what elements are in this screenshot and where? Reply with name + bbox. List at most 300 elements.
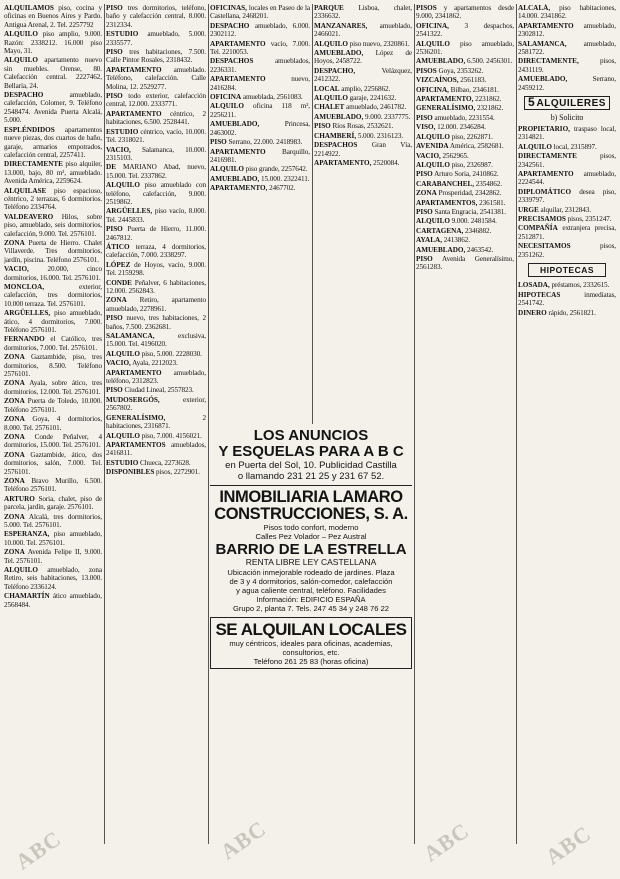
classified-listing xyxy=(314,141,412,158)
listing-keyword: ALQUILO xyxy=(4,566,38,574)
listing-text: Bravo Murillo, 6.500. Teléfono 2576101. xyxy=(4,476,102,494)
listing-text: piso alquiler, 13.000, bajo, 80 m², amueblado. Avenida América, 2259624. xyxy=(4,160,102,186)
classified-listing xyxy=(210,175,310,183)
classified-listing xyxy=(416,57,514,65)
listing-keyword: AMUEBLADO, xyxy=(416,245,466,254)
listing-text: 2354862. xyxy=(474,179,502,188)
classified-listing xyxy=(416,133,514,141)
ad-text: muy céntricos, ideales para oficinas, academias, xyxy=(229,638,393,648)
classified-listing xyxy=(416,246,514,254)
listing-text: exterior, 2567802. xyxy=(106,395,206,413)
column-separator xyxy=(414,4,415,844)
listing-text: Ciudad Lineal, 2557823. xyxy=(122,386,194,395)
listing-keyword: ZONA xyxy=(4,415,25,424)
classified-listing xyxy=(4,4,102,29)
listing-keyword: ALQUILO xyxy=(106,349,140,358)
listing-keyword: ZONA xyxy=(4,353,25,362)
listing-text: 2321862. xyxy=(475,104,504,113)
listing-keyword: ZONA xyxy=(4,548,25,557)
listing-text: Retiro, apartamento amueblado, 2278961. xyxy=(106,296,206,313)
listing-keyword: ALQUILO xyxy=(518,142,552,151)
listing-text: Ríos Rosas, 2532621. xyxy=(330,122,394,131)
listing-text: Soria, chalet, piso de parcela, jardín, garaje. 2576101. xyxy=(4,494,102,512)
listing-keyword: AMUEBLADO, xyxy=(210,174,260,183)
listing-text: amueblado, 6.000. 2302112. xyxy=(210,21,310,39)
classified-listing xyxy=(106,350,206,358)
listing-text: tres dormitorios, teléfono, baño y calefacción central, 8.000. 2312334. xyxy=(106,4,206,29)
listing-text: amueblado, 5.000. 2335577. xyxy=(106,30,206,47)
classified-listing xyxy=(106,459,206,467)
classified-listing xyxy=(4,548,102,565)
listing-keyword: ALQUILO xyxy=(314,39,348,48)
listing-keyword: SALAMANCA, xyxy=(106,332,155,341)
classified-listing xyxy=(314,159,412,167)
listing-text: Prosperidad, 2342862. xyxy=(436,189,502,198)
listing-text: piso amueblado, ático, 4 dormitorios, 7.000. Teléfono 2576101. xyxy=(4,309,102,335)
listing-text: piso, 5.000. 2228030. xyxy=(139,349,202,358)
listing-text: Alcalá, tres dormitorios, 5.000. Tel. 2576101. xyxy=(4,512,102,529)
classified-listing xyxy=(416,199,514,207)
listing-text: amueblados, 2236331. xyxy=(210,57,310,74)
classified-listing xyxy=(4,530,102,547)
listing-keyword: ZONA xyxy=(4,512,25,521)
listing-text: piso amueblado con teléfono, calefacción, 9.000. 2519862. xyxy=(106,181,206,206)
listing-text: Bilbao, 2346181. xyxy=(448,85,499,94)
ad-text: Ubicación inmejorable rodeado de jardines. Plaza xyxy=(227,567,395,577)
listing-keyword: ALQUILO xyxy=(106,431,140,440)
listing-keyword: VACIO, xyxy=(416,151,441,160)
listing-text: Gran Vía, 2214922. xyxy=(314,141,412,158)
classified-listing xyxy=(106,261,206,278)
listing-keyword: MONCLOA, xyxy=(4,283,45,291)
listing-text: amueblados, 2416811. xyxy=(106,440,206,458)
listing-keyword: ALQUILO xyxy=(4,56,38,65)
classified-listing xyxy=(106,92,206,109)
listing-text: 9.000. 2337775. xyxy=(363,112,411,121)
listing-text: piso vacío, 8.000. Tel. 2445833. xyxy=(106,207,206,224)
listing-text: local, 2315897. xyxy=(551,142,597,151)
classified-listing xyxy=(416,152,514,160)
classified-listing xyxy=(210,138,310,146)
classified-listing xyxy=(314,4,412,21)
classified-listing xyxy=(314,103,412,111)
classified-listing xyxy=(106,110,206,127)
classified-listing xyxy=(4,433,102,450)
classified-listing xyxy=(4,415,102,432)
classified-listing xyxy=(314,49,412,66)
classified-listing xyxy=(106,314,206,331)
listing-keyword: VACIO, xyxy=(4,265,29,274)
listing-text: Puerta de Hierro, 11.000. 2467812. xyxy=(106,225,206,242)
listing-text: Gaztambide, ático, dos dormitorios, salón, 7.000. Tel. 2576101. xyxy=(4,450,102,476)
listing-keyword: CARABANCHEL, xyxy=(416,179,475,188)
listing-text: 3 despachos, 2541322. xyxy=(416,21,514,39)
listing-keyword: PISOS xyxy=(416,4,437,12)
listing-keyword: PISO xyxy=(314,122,331,131)
listing-keyword: OFICINA, xyxy=(416,85,449,94)
listing-keyword: ARGÜELLES, xyxy=(4,309,51,318)
listing-keyword: CHAMBERÍ, xyxy=(314,131,357,140)
section-header-hipotecas: HIPOTECAS xyxy=(528,263,606,277)
classified-listing xyxy=(314,94,412,102)
listing-keyword: ZONA xyxy=(4,379,25,388)
ad-text: Pisos todo confort, moderno xyxy=(263,523,359,532)
classified-listing xyxy=(314,122,412,130)
ad-text: Calles Pez Volador – Pez Austral xyxy=(255,532,367,541)
listing-text: amueblado, 2224544. xyxy=(518,169,616,187)
classified-listing xyxy=(106,243,206,260)
listing-text: locales en Paseo de la Castellana, 2468201. xyxy=(210,4,310,21)
listing-text: MARIANO Abad, nuevo, 15.000. Tel. 2337862. xyxy=(106,163,206,180)
classified-listing xyxy=(314,40,412,48)
ad-phone: Teléfono 261 25 83 (horas oficina) xyxy=(253,656,369,666)
ad-text: en Puerta del Sol, 10. Publicidad Castilla xyxy=(225,460,397,471)
ad-text: Información: EDIFICIO ESPAÑA xyxy=(256,594,366,604)
listing-keyword: URGE xyxy=(518,205,539,214)
listing-text: Velázquez, 2412322. xyxy=(314,66,412,84)
listing-keyword: APARTAMENTO xyxy=(210,39,266,48)
classified-listing xyxy=(106,432,206,440)
classified-listing xyxy=(416,189,514,197)
listing-keyword: ALQUILO xyxy=(314,94,348,103)
listing-keyword: APARTAMENTO xyxy=(518,21,574,30)
classified-listing xyxy=(210,40,310,57)
listing-text: pisos, 2351247. xyxy=(565,214,612,223)
listing-keyword: COMPAÑÍA xyxy=(518,224,558,233)
listing-text: piso amueblado, 2536201. xyxy=(416,39,514,57)
listing-keyword: ALQUILO xyxy=(210,165,244,174)
listing-keyword: HIPOTECAS xyxy=(518,290,561,299)
listing-text: Conde Peñalver, 4 dormitorios, 15.000. Tel. 2576101. xyxy=(4,432,102,450)
listing-keyword: ALQUILO xyxy=(4,30,38,39)
classified-listing xyxy=(4,335,102,352)
classified-listing xyxy=(106,386,206,394)
classified-listing xyxy=(416,76,514,84)
classified-listing xyxy=(210,22,310,39)
listing-keyword: VALDEAVERO xyxy=(4,212,54,221)
classified-listing xyxy=(210,165,310,173)
ad-text: de 3 y 4 dormitorios, salón-comedor, calefacción xyxy=(229,576,393,586)
classified-listing xyxy=(4,353,102,378)
listing-text: 2413862. xyxy=(442,236,470,245)
classified-listing xyxy=(106,279,206,296)
watermark: ABC xyxy=(10,825,66,875)
column-separator xyxy=(516,4,517,844)
listing-text: garaje, 2241632. xyxy=(347,94,397,103)
listing-text: exclusiva, 15.000. Tel. 4196020. xyxy=(106,332,206,349)
classified-listing xyxy=(416,208,514,216)
column-separator xyxy=(312,4,313,424)
listing-keyword: PISO xyxy=(416,254,433,263)
listing-keyword: NECESITAMOS xyxy=(518,242,571,251)
listing-text: Goya, 4 dormitorios, 8.000. Tel. 2576101. xyxy=(4,415,102,432)
listing-keyword: APARTAMENTO xyxy=(106,368,162,377)
listing-text: pisos, 2342561. xyxy=(518,152,616,169)
classifieds-page xyxy=(4,4,616,875)
classified-listing xyxy=(106,128,206,145)
watermark: ABC xyxy=(540,820,596,870)
ad-abc-announcements xyxy=(210,428,412,482)
listing-keyword: DISPONIBLES xyxy=(106,468,155,477)
classified-listing xyxy=(106,414,206,431)
listing-keyword: DIRECTAMENTE, xyxy=(518,57,579,66)
ad-locales xyxy=(210,617,412,669)
listing-keyword: DIRECTAMENTE xyxy=(518,152,577,161)
listing-text: amueblado, zona Retiro, seis habitaciones, 13.000. Teléfono 2336124. xyxy=(4,566,102,591)
listing-text: pisos, 2431119. xyxy=(518,57,616,74)
classified-listing xyxy=(106,396,206,413)
listing-text: Puerta de Hierro. Chalet Villaverde. Tres dormitorios, jardín, piscina. Teléfono 2576101. xyxy=(4,238,102,264)
classified-listing xyxy=(106,146,206,163)
section-header-alquileres xyxy=(524,96,610,110)
listing-keyword: PROPIETARIO, xyxy=(518,124,570,133)
classified-listing xyxy=(210,148,310,165)
listing-keyword: VACIO, xyxy=(106,145,131,154)
classified-listing xyxy=(106,441,206,458)
classified-listing xyxy=(518,206,616,214)
listing-keyword: ALQUILO xyxy=(416,132,450,141)
ad-location: BARRIO DE LA ESTRELLA xyxy=(215,541,407,558)
listing-keyword: ESTUDIO xyxy=(106,127,139,136)
classified-listing xyxy=(416,114,514,122)
listing-text: de Hoyos, vacío, 9.000. Tel. 2159298. xyxy=(106,260,206,278)
classified-listing xyxy=(416,217,514,225)
listing-text: oficina 118 m², 2256211. xyxy=(210,102,310,119)
classified-listing xyxy=(210,184,310,192)
listing-keyword: VIZCAÍNOS, xyxy=(416,76,459,85)
listing-keyword: GENERALÍSIMO, xyxy=(416,104,476,113)
listing-keyword: ALQUILO xyxy=(416,160,450,169)
classified-listing xyxy=(416,67,514,75)
listing-text: 12.000. 2346284. xyxy=(435,123,486,132)
listing-text: Goya, 2353262. xyxy=(436,66,484,75)
listing-keyword: CARTAGENA, xyxy=(416,226,464,235)
classified-listing xyxy=(518,4,616,21)
listing-text: 2562965. xyxy=(440,151,469,160)
listing-keyword: PISO xyxy=(106,386,123,395)
ad-text: o llamando 231 21 25 y 231 67 52. xyxy=(237,471,385,482)
listing-keyword: APARTAMENTO, xyxy=(210,184,268,193)
listing-keyword: CONDE xyxy=(106,278,132,287)
listing-keyword: PISO xyxy=(210,138,227,147)
column-5 xyxy=(416,4,514,844)
listing-text: amueblado, calefacción, Colomer, 9. Teléfono 2548474. Avenida Puerta Alcalá, 5.000. xyxy=(4,91,102,125)
listing-keyword: ALQUILAMOS xyxy=(4,4,54,12)
listing-text: 9.000. 2481584. xyxy=(449,217,497,226)
column-separator xyxy=(104,4,105,844)
classified-listing xyxy=(416,255,514,272)
classified-listing xyxy=(4,397,102,414)
listing-keyword: ZONA xyxy=(4,450,25,459)
classified-listing xyxy=(106,30,206,47)
listing-keyword: DIRECTAMENTE xyxy=(4,160,63,169)
listing-keyword: ZONA xyxy=(106,296,127,305)
listing-keyword: OFICINA, xyxy=(416,21,449,30)
classified-listing xyxy=(416,236,514,244)
listing-keyword: AMUEBLADO, xyxy=(416,57,466,66)
classified-listing xyxy=(106,359,206,367)
listing-keyword: LÓPEZ xyxy=(106,260,131,269)
listing-text: alquilar, 2312843. xyxy=(538,205,591,214)
display-ads-block xyxy=(210,428,412,669)
listing-keyword: DINERO xyxy=(518,308,547,317)
listing-text: 2231862. xyxy=(473,95,502,104)
listing-keyword: PISO xyxy=(106,4,123,12)
listing-text: pisos, 2272901. xyxy=(154,468,200,477)
classified-listing xyxy=(518,57,616,74)
listing-keyword: VISO, xyxy=(416,123,436,132)
listing-keyword: ÁTICO xyxy=(106,242,130,251)
classified-listing xyxy=(416,95,514,103)
listing-text: traspaso local, 2314821. xyxy=(518,124,616,142)
listing-keyword: DIPLOMÁTICO xyxy=(518,187,572,196)
ad-headline: LOS ANUNCIOS xyxy=(253,427,369,444)
listing-text: el Católico, tres dormitorios, 7.000. Tel. 2576101. xyxy=(4,335,102,352)
classified-listing xyxy=(210,93,310,101)
listing-text: vacío, 7.000. Tel. 2210053. xyxy=(210,39,310,57)
listing-text: Peñalver, 6 habitaciones, 12.000. 2562843. xyxy=(106,278,206,295)
listing-text: piso, 7.000. 4156021. xyxy=(139,431,202,440)
listing-keyword: DESPACHOS xyxy=(210,57,254,66)
listing-text: piso nuevo, 2320861. xyxy=(347,39,410,48)
listing-text: amueblado, 2466021. xyxy=(314,21,412,39)
classified-listing xyxy=(106,296,206,313)
listing-keyword: ARGÜELLES, xyxy=(106,207,153,216)
classified-listing xyxy=(314,85,412,93)
classified-listing xyxy=(210,75,310,92)
listing-keyword: ESPERANZA, xyxy=(4,530,50,539)
listing-keyword: AVENIDA xyxy=(416,142,449,151)
listing-text: pisos, 2351262. xyxy=(518,242,616,259)
listing-text: Santa Engracia, 2541381. xyxy=(432,207,506,216)
listing-text: extranjera precisa, 2512871. xyxy=(518,224,616,241)
column-4 xyxy=(314,4,412,424)
classified-listing xyxy=(210,120,310,137)
listing-text: amueblado, teléfono, 2312823. xyxy=(106,368,206,386)
listing-keyword: ALQUILO xyxy=(106,181,140,190)
classified-listing xyxy=(518,75,616,92)
listing-text: piso, cocina y oficinas en Buenos Aires y Pardo. Antigua Arenal, 2. Tel. 2257792 xyxy=(4,4,102,29)
listing-keyword: OFICINA xyxy=(210,93,242,102)
classified-listing xyxy=(314,113,412,121)
listing-keyword: ALQUILASE xyxy=(4,186,47,195)
column-2 xyxy=(106,4,206,844)
listing-text: amueblado, 2231554. xyxy=(432,113,495,122)
listing-keyword: PISO xyxy=(416,113,433,122)
ad-text: Grupo 2, planta 7. Tels. 247 45 34 y 248 76 22 xyxy=(232,603,390,613)
listing-keyword: PISO xyxy=(106,92,123,101)
listing-keyword: APARTAMENTO, xyxy=(416,95,474,104)
classified-listing xyxy=(518,291,616,308)
classified-listing xyxy=(106,225,206,242)
listing-keyword: ZONA xyxy=(4,432,25,441)
ad-headline: SE ALQUILAN LOCALES xyxy=(215,619,407,639)
classified-listing xyxy=(106,48,206,65)
listing-text: piso amueblado, 10.000. Tel. 2576101. xyxy=(4,530,102,547)
listing-keyword: LOSADA, xyxy=(518,281,550,290)
section-label: ALQUILERES xyxy=(536,98,606,110)
listing-keyword: OFICINAS, xyxy=(210,4,247,12)
listing-keyword: DESPACHOS xyxy=(314,141,358,150)
classified-listing xyxy=(4,187,102,212)
classified-listing xyxy=(106,332,206,349)
listing-text: Hilos, sobre piso, amueblado, seis dormitorios, calefacción, 9.000. Tel. 2576101. xyxy=(4,212,102,238)
classified-listing xyxy=(416,170,514,178)
listing-keyword: PISO xyxy=(416,170,433,179)
listing-text: apartamentos nueve piezas, dos cuartos de baño, garaje, armarios empotrados, calefacción central, 2257411. xyxy=(4,125,102,159)
listing-keyword: APARTAMENTO xyxy=(518,169,574,178)
classified-listing xyxy=(314,67,412,84)
listing-text: amueblado, 2302812. xyxy=(518,21,616,39)
listing-text: terraza, 4 dormitorios, calefacción, 7.000. 2338297. xyxy=(106,242,206,260)
ad-company-name: INMOBILIARIA LAMARO xyxy=(219,488,403,506)
listing-keyword: ALCALÁ, xyxy=(518,4,551,12)
listing-text: piso grande, 2257642. xyxy=(243,165,308,174)
classified-listing xyxy=(106,468,206,476)
listing-text: Princesa, 2463002. xyxy=(210,120,310,137)
classified-listing xyxy=(518,152,616,169)
listing-keyword: AMUEBLADO, xyxy=(314,49,364,58)
listing-text: Salamanca, 10.000. 2315103. xyxy=(106,145,206,162)
listing-keyword: PRECISAMOS xyxy=(518,214,566,223)
listing-text: piso, 2262871. xyxy=(449,132,493,141)
classified-listing xyxy=(4,91,102,125)
classified-listing xyxy=(416,123,514,131)
listing-text: piso habitaciones, 14.000. 2341862. xyxy=(518,4,616,21)
listing-keyword: LOCAL xyxy=(314,84,340,93)
listing-text: céntrico, 2 habitaciones, 6.500. 2528441. xyxy=(106,109,206,127)
listing-keyword: PISO xyxy=(416,207,433,216)
ad-inmobiliaria-lamaro xyxy=(210,489,412,613)
listing-text: América, 2582681. xyxy=(448,142,504,151)
listing-text: piso, 2326987. xyxy=(449,160,493,169)
listing-keyword: ZONA xyxy=(416,189,437,198)
classified-listing xyxy=(518,170,616,187)
listing-keyword: PISO xyxy=(106,225,123,234)
classified-listing xyxy=(4,379,102,396)
listing-keyword: AYALA, xyxy=(416,236,443,245)
listing-keyword: PISO xyxy=(106,314,123,323)
classified-listing xyxy=(416,142,514,150)
listing-text: Lisboa, chalet, 2336632. xyxy=(314,4,412,21)
classified-listing xyxy=(518,143,616,151)
listing-keyword: DESPACHO xyxy=(4,91,44,100)
listing-keyword: ZONA xyxy=(4,397,25,406)
classified-listing xyxy=(4,451,102,476)
column-6 xyxy=(518,4,616,844)
classified-listing xyxy=(4,126,102,160)
listing-keyword: MUDOSERGÓS, xyxy=(106,395,160,404)
listing-keyword: DESPACHO, xyxy=(314,66,356,75)
column-separator xyxy=(208,4,209,844)
listing-keyword: AMUEBLADO, xyxy=(210,120,260,129)
listing-text: 2520084. xyxy=(371,158,400,167)
listing-text: Avenida Generalísimo, 2561283. xyxy=(416,254,514,272)
classified-listing xyxy=(416,40,514,57)
listing-keyword: ESTUDIO xyxy=(106,30,139,39)
classified-listing xyxy=(106,66,206,91)
classified-listing xyxy=(106,181,206,206)
classified-listing xyxy=(416,180,514,188)
section-number: 5 xyxy=(528,95,535,110)
ad-text: RENTA LIBRE LEY CASTELLANA xyxy=(245,557,377,567)
classified-listing xyxy=(518,215,616,223)
classified-listing xyxy=(518,242,616,259)
listing-text: céntrico, vacío, 10.000. Tel. 2318021. xyxy=(106,127,206,145)
listing-keyword: ESPLÉNDIDOS xyxy=(4,125,55,134)
listing-text: apartamento nuevo sin muebles. Orense, 80. Calefacción central. 2227462, Bellaría, 24. xyxy=(4,56,102,90)
listing-text: ático amueblado, 2568484. xyxy=(4,592,102,609)
